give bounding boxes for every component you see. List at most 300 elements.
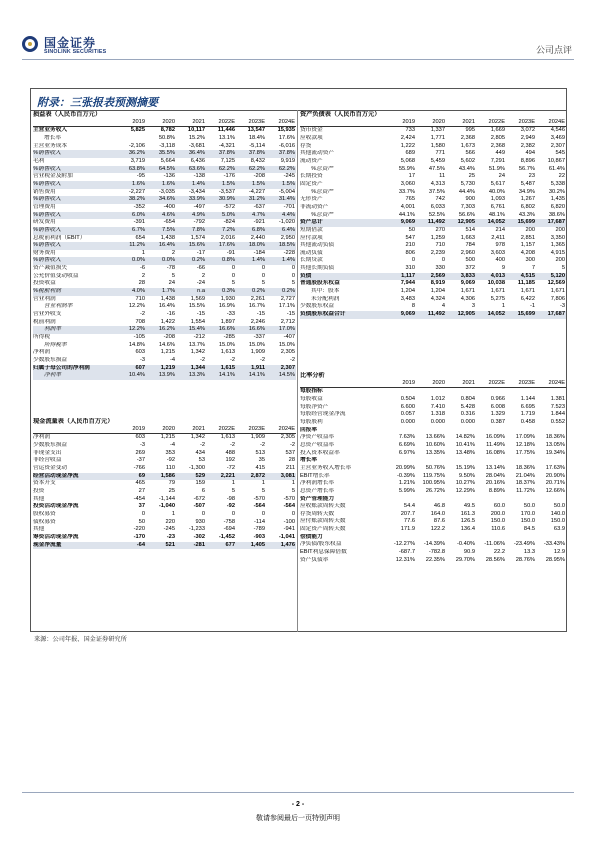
value-cell: 3,603 <box>490 249 505 256</box>
value-cell: 10.27% <box>455 480 475 487</box>
value-cell: -352 <box>133 203 145 210</box>
value-cell: 3,483 <box>400 295 415 302</box>
value-cell: 22 <box>558 173 565 180</box>
row-label: 资产管理能力 <box>300 495 335 502</box>
value-cell: 1.844 <box>550 411 565 418</box>
doc-type-label: 公司点评 <box>535 45 572 55</box>
value-cell <box>416 457 446 465</box>
value-cell: 5 <box>291 487 295 494</box>
year-header: 2021 <box>176 426 206 434</box>
row-label: 固定资产周转天数 <box>300 526 346 533</box>
value-cell <box>536 388 566 396</box>
row-label: 每股指标 <box>300 388 323 395</box>
row-label: 净利率 <box>33 372 116 380</box>
value-cell: 0.387 <box>490 418 505 425</box>
value-cell: 5,825 <box>130 127 145 134</box>
value-cell <box>476 427 506 435</box>
table-row <box>300 404 566 412</box>
value-cell: -337 <box>253 334 265 341</box>
row-label: 流动负债 <box>300 249 323 256</box>
value-cell <box>506 388 536 396</box>
year-header: 2024E <box>266 426 296 434</box>
row-label: 长期贷款 <box>300 257 323 264</box>
value-cell: -3,035 <box>158 188 175 195</box>
value-cell: -941 <box>283 526 295 533</box>
value-cell: -14.39% <box>423 541 445 548</box>
row-label: 营运资金变动 <box>33 464 68 471</box>
value-cell: 8,432 <box>250 157 265 164</box>
value-cell: 62.2% <box>206 166 236 174</box>
table-row <box>300 419 566 427</box>
row-label: 每股股利 <box>300 418 323 425</box>
value-cell: 30.2% <box>548 188 565 195</box>
value-cell: -5,114 <box>249 142 265 149</box>
value-cell: -758 <box>223 518 235 525</box>
year-header: 2019 <box>116 119 146 127</box>
value-cell: 8,896 <box>520 157 535 164</box>
value-cell: 63.6% <box>176 166 206 174</box>
value-cell <box>446 427 476 435</box>
value-cell: 12,905 <box>446 311 476 319</box>
value-cell: 2,368 <box>490 142 505 149</box>
table-row <box>300 473 566 481</box>
value-cell: 43.4% <box>458 165 475 172</box>
value-cell: -170 <box>133 533 145 540</box>
row-label: 长期投资 <box>300 173 323 180</box>
value-cell: 0 <box>411 257 415 264</box>
value-cell: 13.05% <box>545 441 565 448</box>
table-header-row <box>300 380 566 388</box>
value-cell: 1.7% <box>146 288 176 296</box>
table-row <box>33 442 296 450</box>
row-label: 财务费用 <box>33 249 56 256</box>
value-cell: 1,669 <box>490 127 505 134</box>
table-row <box>300 166 566 174</box>
table-row <box>33 372 296 380</box>
value-cell: 7.410 <box>430 403 445 410</box>
value-cell: 1,554 <box>190 318 205 325</box>
value-cell: 1,337 <box>430 127 445 134</box>
value-cell: 1,342 <box>190 349 205 356</box>
value-cell: 13.3% <box>176 372 206 380</box>
value-cell: 38.2% <box>116 196 146 204</box>
value-cell: 3,719 <box>130 157 145 164</box>
table-row <box>33 503 296 511</box>
value-cell <box>386 457 416 465</box>
value-cell: -302 <box>193 533 205 540</box>
year-header: 2020 <box>146 426 176 434</box>
value-cell: 0 <box>261 265 265 272</box>
value-cell: -3 <box>139 357 145 363</box>
value-cell: 771 <box>435 150 445 157</box>
value-cell: -572 <box>223 203 235 210</box>
year-header: 2020 <box>416 119 446 127</box>
column-divider <box>297 110 298 632</box>
table-row <box>300 526 566 534</box>
value-cell: 1,671 <box>490 288 505 295</box>
value-cell: -921 <box>253 219 265 226</box>
value-cell: 1.4% <box>266 257 296 265</box>
table-row <box>300 549 566 557</box>
year-header: 2021 <box>176 119 206 127</box>
row-label: %销售收入 <box>33 212 116 220</box>
value-cell: 708 <box>135 318 145 325</box>
value-cell: 415 <box>255 464 265 471</box>
value-cell: -208 <box>163 334 175 341</box>
value-cell: 900 <box>465 196 475 203</box>
value-cell: 1,204 <box>400 288 415 295</box>
table-row <box>33 519 296 527</box>
value-cell: 20.99% <box>395 464 415 471</box>
row-label: 负债股东权益合计 <box>300 311 386 319</box>
value-cell: 12.18% <box>515 441 535 448</box>
table-row <box>300 434 566 442</box>
value-cell: 13.7% <box>188 341 205 348</box>
table-row <box>300 250 566 258</box>
row-label: 研发费用 <box>33 219 56 226</box>
table-row <box>300 457 566 465</box>
row-label: 其他流动资产 <box>300 150 335 157</box>
value-cell: 1,615 <box>206 365 236 373</box>
value-cell: 269 <box>135 449 145 456</box>
row-label: 增长率 <box>44 134 62 141</box>
value-cell: 14.8% <box>128 341 145 348</box>
value-cell: -782.8 <box>428 549 445 556</box>
value-cell: -114 <box>254 518 265 525</box>
value-cell: -1 <box>529 303 535 310</box>
footer-divider <box>22 792 574 793</box>
value-cell: 14.1% <box>206 372 236 380</box>
table-row <box>300 189 566 197</box>
value-cell: 11.72% <box>516 487 535 494</box>
value-cell: 24 <box>168 280 175 287</box>
value-cell: 150.0 <box>520 518 535 525</box>
table-row <box>33 434 296 442</box>
value-cell: 1 <box>501 303 505 310</box>
table-row <box>33 288 296 296</box>
row-label: 未分配利润 <box>311 295 340 302</box>
value-cell: -37 <box>136 457 145 464</box>
value-cell: -672 <box>193 495 205 502</box>
value-cell: 13,547 <box>247 127 265 134</box>
value-cell: -564 <box>253 503 265 510</box>
value-cell: 16.2% <box>146 326 176 334</box>
value-cell: 6.97% <box>398 449 415 456</box>
value-cell: 15.5% <box>188 303 205 310</box>
row-label: 税前利润 <box>33 318 56 325</box>
row-label: 经营活动现金净流 <box>33 473 116 481</box>
row-label: 普通股股东权益 <box>300 280 340 287</box>
row-label: 主营业务收入 <box>33 127 68 134</box>
value-cell: 35.5% <box>146 150 176 158</box>
value-cell: 1,215 <box>160 434 175 441</box>
value-cell: 1.6% <box>116 181 146 189</box>
value-cell: -15 <box>256 311 265 318</box>
row-label: 流动资产 <box>300 157 323 164</box>
year-header: 2023E <box>506 119 536 127</box>
row-label: 总资产收益率 <box>300 441 335 448</box>
value-cell: -654 <box>163 219 175 226</box>
value-cell: 4.4% <box>266 212 296 220</box>
table-row <box>300 411 566 419</box>
value-cell: 494 <box>525 150 535 157</box>
value-cell: -11.06% <box>484 541 505 548</box>
value-cell: 8.89% <box>488 487 505 494</box>
table-row <box>300 396 566 404</box>
value-cell: 13.3 <box>523 549 535 556</box>
value-cell: 1,911 <box>236 365 266 373</box>
value-cell: 1.6% <box>146 181 176 189</box>
value-cell: 1,267 <box>520 196 535 203</box>
value-cell: 6,820 <box>550 203 565 210</box>
income-statement-table <box>33 111 296 380</box>
year-header: 2021 <box>446 119 476 127</box>
value-cell: 2,960 <box>460 249 475 256</box>
value-cell: 200 <box>555 226 565 233</box>
value-cell: 2,368 <box>460 134 475 141</box>
value-cell: 31.2% <box>236 196 266 204</box>
value-cell: 300 <box>525 257 535 264</box>
value-cell: 0.8% <box>206 257 236 265</box>
value-cell <box>386 388 416 396</box>
value-cell: 220 <box>165 518 175 525</box>
table-row <box>300 541 566 549</box>
value-cell: 11.2% <box>116 242 146 250</box>
value-cell: 0.000 <box>400 418 415 425</box>
value-cell: 1.21% <box>398 480 415 487</box>
table-row <box>300 265 566 273</box>
value-cell: 16.4% <box>158 303 175 310</box>
value-cell: 6,033 <box>430 203 445 210</box>
value-cell: 18.36% <box>515 464 535 471</box>
table-row <box>300 150 566 158</box>
value-cell: 6,802 <box>520 203 535 210</box>
value-cell: 434 <box>195 449 205 456</box>
value-cell: 6.0% <box>116 212 146 220</box>
value-cell: 5 <box>261 487 265 494</box>
value-cell: 6.008 <box>490 403 505 410</box>
row-label: %销售收入 <box>33 150 116 158</box>
value-cell: 1,930 <box>220 295 235 302</box>
value-cell: -694 <box>223 526 235 533</box>
value-cell: 4,515 <box>506 273 536 281</box>
value-cell: 16.7% <box>248 303 265 310</box>
row-label: %总资产 <box>311 211 334 218</box>
value-cell <box>506 534 536 542</box>
value-cell: 27 <box>138 487 145 494</box>
value-cell: 2,382 <box>520 142 535 149</box>
value-cell: 37.8% <box>206 150 236 158</box>
value-cell: 36.4% <box>176 150 206 158</box>
row-label: 固定资产 <box>300 180 323 187</box>
table-row <box>33 242 296 250</box>
header-label-cell <box>300 119 386 127</box>
row-label: 偿债能力 <box>300 533 323 540</box>
table-row <box>33 457 296 465</box>
value-cell: -391 <box>133 219 145 226</box>
value-cell: -687.7 <box>398 549 415 556</box>
value-cell: 50.0 <box>553 503 565 510</box>
value-cell: 4.7% <box>236 212 266 220</box>
value-cell: 4,306 <box>460 295 475 302</box>
value-cell: -454 <box>133 495 145 502</box>
value-cell: 1.5% <box>206 181 236 189</box>
value-cell: 4,915 <box>550 249 565 256</box>
row-label: %销售收入 <box>33 166 116 174</box>
value-cell: 995 <box>465 127 475 134</box>
value-cell: -23 <box>166 533 175 540</box>
value-cell: 7,944 <box>400 280 415 287</box>
value-cell: -2 <box>139 311 145 318</box>
value-cell: 529 <box>176 473 206 481</box>
row-label: %总资产 <box>311 165 334 172</box>
row-label: 少数股东损益 <box>33 357 68 363</box>
value-cell: 7,303 <box>460 203 475 210</box>
value-cell <box>536 457 566 465</box>
value-cell: 10,038 <box>487 280 505 287</box>
row-label: 投资 <box>33 487 45 494</box>
value-cell: -6,016 <box>278 142 295 149</box>
value-cell: 14.1% <box>236 372 266 380</box>
value-cell: 5,487 <box>520 180 535 187</box>
value-cell: 2,569 <box>416 273 446 281</box>
value-cell: 5.0% <box>206 212 236 220</box>
row-label: 资本开支 <box>33 480 56 487</box>
value-cell: 28.95% <box>545 556 565 563</box>
row-label: 债权募资 <box>33 518 56 525</box>
row-label: 归属于母公司的净利润 <box>33 365 116 373</box>
value-cell: -176 <box>223 173 235 180</box>
value-cell: 37.8% <box>266 150 296 158</box>
table-row <box>33 273 296 281</box>
value-cell: -570 <box>283 495 295 502</box>
value-cell: 733 <box>405 127 415 134</box>
value-cell: -570 <box>253 495 265 502</box>
value-cell: 1.012 <box>430 395 445 402</box>
value-cell: -138 <box>193 173 205 180</box>
value-cell: 19.34% <box>545 449 565 456</box>
value-cell: 2,307 <box>266 365 296 373</box>
table-row <box>33 296 296 304</box>
value-cell: 0.2% <box>236 288 266 296</box>
value-cell: 7.2% <box>206 227 236 235</box>
value-cell: -64 <box>116 542 146 550</box>
value-cell: 84.5 <box>523 526 535 533</box>
value-cell: 9,919 <box>280 157 295 164</box>
value-cell: 15.0% <box>218 341 235 348</box>
table-row <box>33 511 296 519</box>
value-cell: 1.719 <box>520 411 535 418</box>
value-cell: 2,411 <box>491 234 505 241</box>
year-header: 2022E <box>206 426 236 434</box>
value-cell: 1,909 <box>250 434 265 441</box>
value-cell: 40.0% <box>488 188 505 195</box>
value-cell: 1,671 <box>550 288 565 295</box>
balance-sheet-table <box>300 111 566 319</box>
value-cell: 12,905 <box>446 219 476 227</box>
value-cell: -245 <box>283 173 295 180</box>
table-row <box>300 296 566 304</box>
value-cell: 35 <box>258 457 265 464</box>
value-cell: 13.35% <box>425 449 445 456</box>
logo-icon <box>22 36 38 52</box>
logo-text-cn: 国金证券 <box>44 36 97 50</box>
value-cell: 2,872 <box>236 473 266 481</box>
value-cell: 7,806 <box>550 295 565 302</box>
value-cell: 10.41% <box>455 441 475 448</box>
value-cell: 6,422 <box>520 295 535 302</box>
header-divider <box>22 59 574 60</box>
year-header: 2019 <box>386 380 416 388</box>
value-cell: -100 <box>283 518 295 525</box>
value-cell: 12.31% <box>395 556 415 563</box>
value-cell: 5,068 <box>400 157 415 164</box>
table-row <box>300 257 566 265</box>
value-cell: 0.3% <box>206 288 236 296</box>
value-cell: 7 <box>531 265 535 272</box>
value-cell: -824 <box>223 219 235 226</box>
row-label: 少数股东权益 <box>300 303 335 310</box>
row-label: 所得税 <box>33 334 51 341</box>
value-cell: 1.318 <box>430 411 445 418</box>
table-row <box>33 166 296 174</box>
value-cell: 17.75% <box>515 449 535 456</box>
value-cell: 170.0 <box>520 510 535 517</box>
row-label: 净利润 <box>33 434 51 441</box>
table-row <box>33 196 296 204</box>
value-cell: -407 <box>283 334 295 341</box>
table-row <box>33 204 296 212</box>
table-row <box>300 450 566 458</box>
row-label: 存货周转天数 <box>300 510 335 517</box>
value-cell: 545 <box>555 150 565 157</box>
value-cell: -1,020 <box>278 219 295 226</box>
value-cell <box>386 427 416 435</box>
value-cell: 0.316 <box>460 411 475 418</box>
value-cell: 18.4% <box>248 134 265 141</box>
value-cell: 8,919 <box>430 280 445 287</box>
value-cell: 15,699 <box>506 219 536 227</box>
value-cell: 1,405 <box>236 542 266 550</box>
value-cell: 1,093 <box>490 196 505 203</box>
value-cell: 607 <box>116 365 146 373</box>
value-cell: 1,435 <box>550 196 565 203</box>
value-cell: 26.72% <box>425 487 445 494</box>
header-label-cell <box>33 119 116 127</box>
value-cell: 0.0% <box>146 257 176 265</box>
row-label: 利润率 <box>33 326 116 334</box>
value-cell: 11 <box>439 173 445 180</box>
value-cell: 1,222 <box>400 142 415 149</box>
value-cell: 1,422 <box>160 318 175 325</box>
value-cell: -78 <box>166 265 175 272</box>
value-cell: 1,476 <box>266 542 296 550</box>
value-cell: 547 <box>405 234 415 241</box>
value-cell: -95 <box>136 173 145 180</box>
value-cell: 9,069 <box>386 311 416 319</box>
row-label: 每股收益 <box>300 395 323 402</box>
table-header-row <box>33 119 296 127</box>
value-cell: 3,350 <box>550 234 565 241</box>
value-cell: 15.0% <box>248 341 265 348</box>
table-row <box>33 349 296 357</box>
value-cell: 10,117 <box>187 127 205 134</box>
row-label: 短期借款 <box>300 226 323 233</box>
value-cell: 372 <box>465 265 475 272</box>
value-cell: 9,069 <box>386 219 416 227</box>
value-cell: 2,239 <box>430 249 445 256</box>
value-cell <box>476 496 506 504</box>
